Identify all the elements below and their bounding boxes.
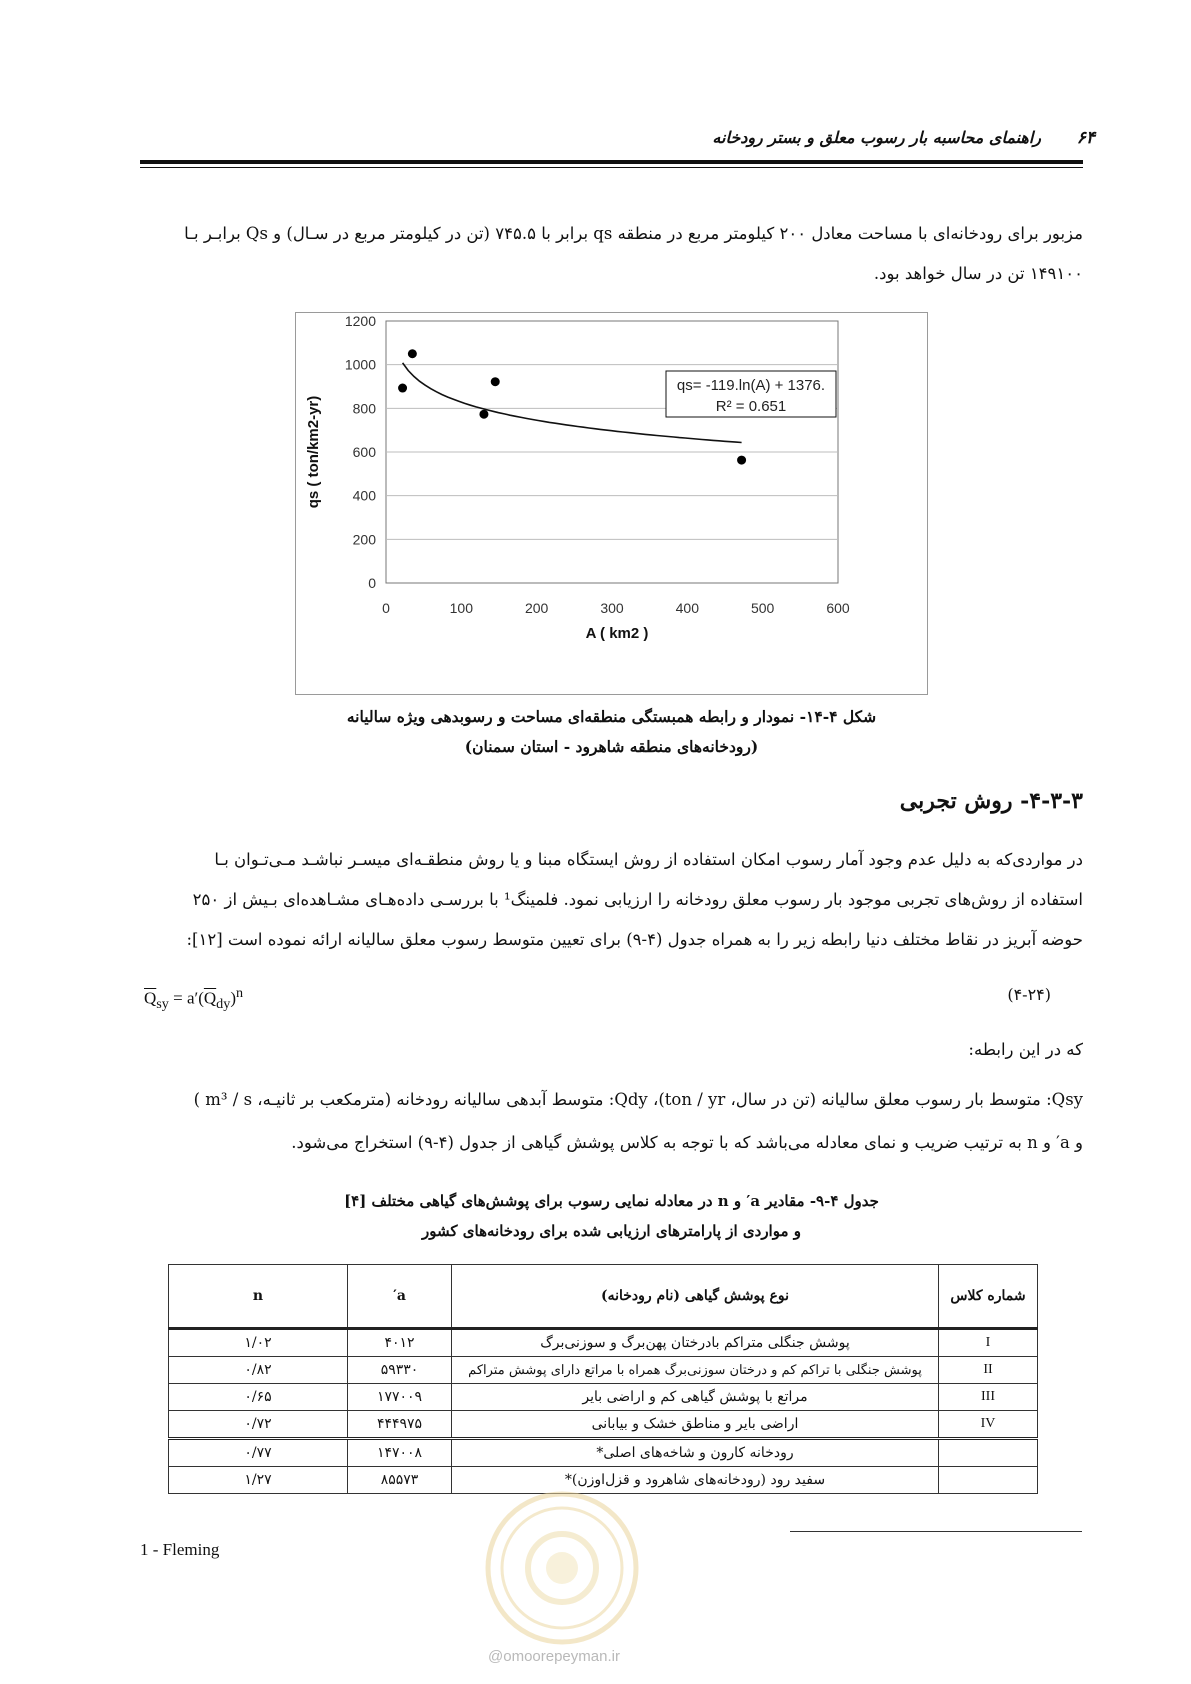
- y-tick-label: 400: [352, 487, 376, 504]
- y-tick-label: 0: [368, 575, 376, 591]
- y-tick-label: 1000: [344, 356, 376, 373]
- y-tick-label: 1200: [344, 313, 376, 329]
- table-caption-line-1: جدول ۴-۹- مقادیر a′ و n در معادله نمایی رسوب برای پوشش‌های گیاهی مختلف [۴]: [344, 1192, 879, 1210]
- header-n: n: [169, 1265, 348, 1329]
- data-point: [408, 349, 417, 358]
- cell-n: ۰/۸۲: [169, 1357, 348, 1384]
- figure-caption-line-1: شکل ۴-۱۴- نمودار و رابطه همبستگی منطقه‌ای مساحت و رسوبدهی ویژه سالیانه: [346, 707, 877, 726]
- cell-class: [939, 1439, 1038, 1467]
- cell-n: ۰/۶۵: [169, 1384, 348, 1411]
- method-paragraph-line-1: در مواردی‌که به دلیل عدم وجود آمار رسوب امکان استفاده از روش ایستگاه مبنا و یا روش منطقـه‌ای میسـر نباشـد مـی‌تـوان بـا: [214, 850, 1083, 869]
- cell-vegetation: مراتع با پوشش گیاهی کم و اراضی بایر: [452, 1384, 939, 1411]
- cell-a: ۸۵۵۷۳: [348, 1467, 452, 1494]
- y-axis-title: qs ( ton/km2-yr): [305, 395, 322, 509]
- x-tick-label: 500: [750, 600, 775, 616]
- definition-line-1: Qsy: متوسط بار رسوب معلق سالیانه (تن در سال، ton / yr)، Qdy: متوسط آبدهی سالیانه رودخانه (مترمکعب بر ثانیـه، m³ / s ): [193, 1090, 1083, 1109]
- method-paragraph-line-2: استفاده از روش‌های تجربی موجود بار رسوب معلق رودخانه را ارزیابی نمود. فلمینگ¹ با بررسـی داده‌هـای مشـاهده‌ای بـیش از ۲۵۰: [192, 890, 1083, 909]
- y-tick-label: 800: [352, 400, 376, 417]
- trendline-equation: qs= -119.ln(A) + 1376.: [676, 377, 826, 394]
- y-tick-label: 600: [352, 444, 376, 460]
- cell-a: ۱۴۷۰۰۸: [348, 1439, 452, 1467]
- x-tick-label: 100: [449, 600, 474, 616]
- footnote-rule: [790, 1531, 1082, 1532]
- header-class: شماره کلاس: [939, 1265, 1038, 1329]
- intro-line-2: ۱۴۹۱۰۰ تن در سال خواهد بود.: [873, 264, 1083, 283]
- header-vegetation: نوع پوشش گیاهی (نام رودخانه): [452, 1265, 939, 1329]
- cell-n: ۱/۲۷: [169, 1467, 348, 1494]
- table-row: [169, 1357, 1038, 1384]
- cell-vegetation: رودخانه کارون و شاخه‌های اصلی*: [452, 1439, 939, 1467]
- intro-line-1: مزبور برای رودخانه‌ای با مساحت معادل ۲۰۰ کیلومتر مربع در منطقه qs برابر با ۷۴۵.۵ (تن در کیلومتر مربع در سـال) و Qs برابـر بـا: [184, 224, 1083, 243]
- x-tick-label: 200: [524, 600, 549, 616]
- cell-class: III: [939, 1384, 1038, 1411]
- cell-n: ۱/۰۲: [169, 1329, 348, 1357]
- data-point: [398, 384, 407, 393]
- watermark-text: @omoorepeyman.ir: [488, 1648, 620, 1665]
- cell-vegetation: پوشش جنگلی متراکم بادرختان پهن‌برگ و سوزنی‌برگ: [452, 1329, 939, 1357]
- x-tick-label: 300: [600, 600, 624, 616]
- data-point: [737, 456, 746, 465]
- x-axis-title: A ( km2 ): [585, 625, 649, 642]
- where-text: که در این رابطه:: [968, 1040, 1083, 1059]
- x-tick-label: 600: [826, 600, 850, 616]
- cell-a: ۵۹۳۳۰: [348, 1357, 452, 1384]
- x-tick-label: 400: [675, 600, 700, 616]
- table-caption-line-2: و مواردی از پارامترهای ارزیابی شده برای رودخانه‌های کشور: [422, 1222, 801, 1240]
- data-point: [491, 377, 500, 386]
- chart-frame: [295, 312, 928, 695]
- table-row: [169, 1439, 1038, 1467]
- trendline-r2: R² = 0.651: [715, 398, 787, 415]
- cell-vegetation: سفید رود (رودخانه‌های شاهرود و قزل‌اوزن)*: [452, 1467, 939, 1494]
- method-paragraph-line-3: حوضه آبریز در نقاط مختلف دنیا رابطه زیر را به همراه جدول (۴-۹) برای تعیین متوسط رسوب معلق سالیانه ارائه نموده است [۱۲]:: [186, 930, 1083, 949]
- watermark-seal-icon: [482, 1488, 642, 1648]
- cell-a: ۴۴۴۹۷۵: [348, 1411, 452, 1439]
- header-rule-thin: [140, 167, 1083, 168]
- x-tick-label: 0: [382, 600, 390, 616]
- cell-class: [939, 1467, 1038, 1494]
- equation-number: (۴-۲۴): [1007, 985, 1051, 1004]
- definition-line-2: و a′ و n به ترتیب ضریب و نمای معادله می‌باشد که با توجه به کلاس پوشش گیاهی از جدول (۴-۹) استخراج می‌شود.: [291, 1133, 1083, 1152]
- table-row: [169, 1329, 1038, 1357]
- cell-n: ۰/۷۷: [169, 1439, 348, 1467]
- header-rule-thick: [140, 160, 1083, 164]
- intro-paragraph: [140, 214, 1083, 294]
- footnote: 1 - Fleming: [140, 1540, 220, 1559]
- figure-caption-line-2: (رودخانه‌های منطقه شاهرود - استان سمنان): [464, 737, 759, 756]
- page-number: ۶۴: [1076, 128, 1095, 148]
- table-row: [169, 1384, 1038, 1411]
- data-point: [479, 410, 488, 419]
- cell-class: I: [939, 1329, 1038, 1357]
- cell-a: ۱۷۷۰۰۹: [348, 1384, 452, 1411]
- table-row: [169, 1411, 1038, 1439]
- scatter-chart: [296, 313, 929, 696]
- cell-vegetation: اراضی بایر و مناطق خشک و بیابانی: [452, 1411, 939, 1439]
- header-a-prime: a′: [348, 1265, 452, 1329]
- y-tick-label: 200: [352, 531, 376, 548]
- cell-class: II: [939, 1357, 1038, 1384]
- coefficients-table: [168, 1264, 1038, 1494]
- cell-a: ۴۰۱۲: [348, 1329, 452, 1357]
- cell-n: ۰/۷۲: [169, 1411, 348, 1439]
- cell-vegetation: پوشش جنگلی با تراکم کم و درختان سوزنی‌برگ همراه با مراتع دارای پوشش متراکم: [452, 1357, 939, 1384]
- running-header-title: راهنمای محاسبه بار رسوب معلق و بستر رودخانه: [712, 128, 1041, 147]
- equation-formula: $\overline{Q}_{sy} = a'(\overline{Q}_{dy})^n$: [144, 985, 244, 1013]
- section-heading: ۴-۳-۳- روش تجربی: [899, 788, 1083, 814]
- cell-class: IV: [939, 1411, 1038, 1439]
